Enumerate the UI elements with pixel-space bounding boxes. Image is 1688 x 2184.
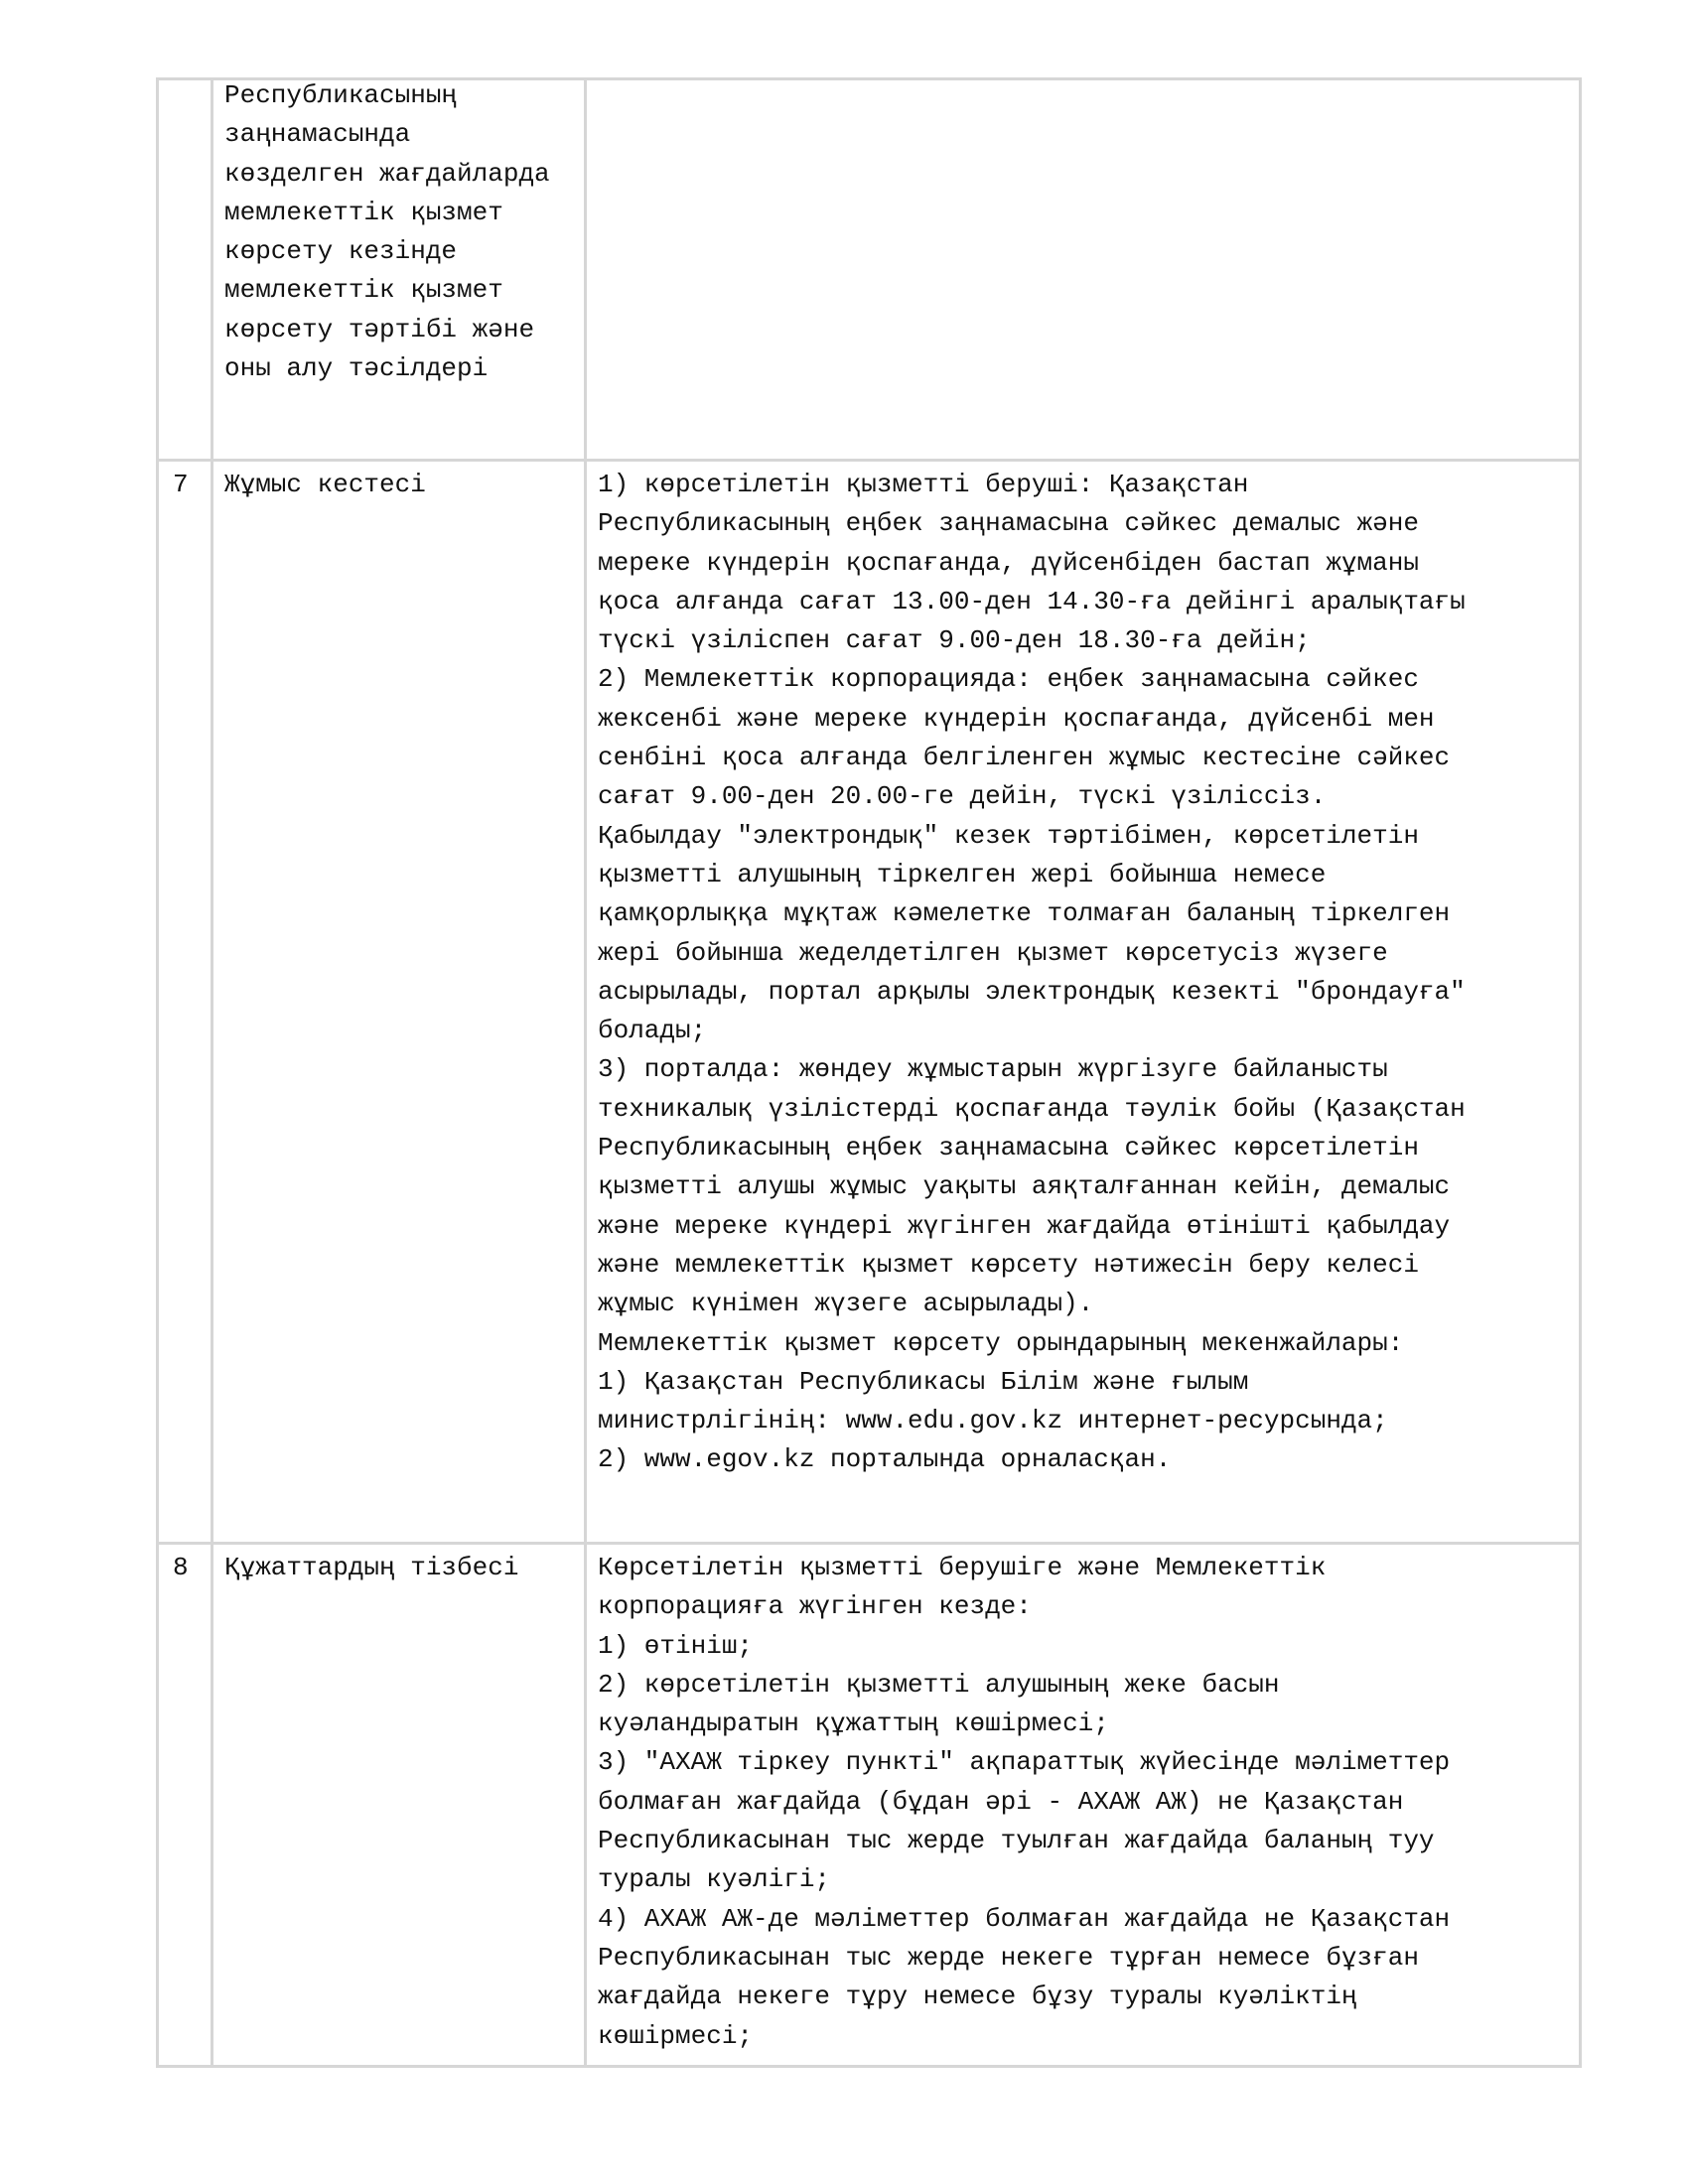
- text-line: сағат 9.00-ден 20.00-ге дейін, түскі үзіліссіз.: [598, 781, 1327, 812]
- text-line: 1) өтініш;: [598, 1630, 754, 1661]
- text-line: Республикасының еңбек заңнамасына сәйкес көрсетілетін: [598, 1133, 1419, 1163]
- text-line: мемлекеттік қызмет: [224, 275, 503, 306]
- text-line: Республикасынан тыс жерде туылған жағдайда баланың туу: [598, 1826, 1435, 1856]
- text-line: болмаған жағдайда (бұдан әрі - АХАЖ АЖ) не Қазақстан: [598, 1786, 1404, 1817]
- text-line: болады;: [598, 1016, 707, 1046]
- text-line: көрсету кезінде: [224, 236, 458, 267]
- row-number: 7: [173, 470, 189, 499]
- text-line: туралы куәлігі;: [598, 1864, 831, 1895]
- text-line: сенбіні қоса алғанда белгіленген жұмыс кестесіне сәйкес: [598, 743, 1451, 773]
- text-line: қамқорлыққа мұқтаж кәмелетке толмаған баланың тіркелген: [598, 898, 1451, 929]
- text-line: техникалық үзілістерді қоспағанда тәулік бойы (Қазақстан: [598, 1093, 1466, 1124]
- text-line: жағдайда некеге тұру немесе бұзу туралы куәліктің: [598, 1981, 1357, 2012]
- table-row: [159, 80, 1579, 460]
- text-line: 2) Мемлекеттік корпорацияда: еңбек заңнамасына сәйкес: [598, 664, 1419, 695]
- row-content: [598, 1549, 1450, 2056]
- text-line: Республикасының: [224, 80, 458, 110]
- text-line: қызметті алушы жұмыс уақыты аяқталғаннан кейін, демалыс: [598, 1171, 1451, 1202]
- row-title: [224, 1549, 518, 1587]
- text-line: көзделген жағдайларда: [224, 158, 550, 189]
- text-line: 1) көрсетілетін қызметті беруші: Қазақстан: [598, 470, 1249, 499]
- text-line: Құжаттардың тізбесі: [224, 1553, 519, 1582]
- text-line: 2) көрсетілетін қызметті алушының жеке басын: [598, 1669, 1280, 1700]
- table-row: [159, 1542, 1579, 2068]
- text-line: мемлекеттік қызмет: [224, 197, 503, 227]
- text-line: жері бойынша жеделдетілген қызмет көрсетусіз жүзеге: [598, 937, 1388, 968]
- text-line: және мемлекеттік қызмет көрсету нәтижесін беру келесі: [598, 1249, 1419, 1280]
- text-line: жұмыс күнімен жүзеге асырылады).: [598, 1289, 1094, 1319]
- service-standard-table: [156, 77, 1582, 2068]
- row-content: [598, 466, 1466, 1480]
- text-line: 2) www.egov.kz порталында орналасқан.: [598, 1444, 1172, 1475]
- text-line: көрсету тәртібі және: [224, 314, 535, 344]
- text-line: Көрсетілетін қызметті берушіге және Мемлекеттік: [598, 1553, 1327, 1582]
- text-line: Республикасынан тыс жерде некеге тұрған немесе бұзған: [598, 1942, 1419, 1973]
- text-line: оны алу тәсілдері: [224, 353, 489, 384]
- text-line: жексенбі және мереке күндерін қоспағанда, дүйсенбі мен: [598, 703, 1435, 734]
- text-line: 1) Қазақстан Республикасы Білім және ғылым: [598, 1366, 1249, 1397]
- text-line: куәландыратын құжаттың көшірмесі;: [598, 1708, 1109, 1739]
- text-line: және мереке күндері жүгінген жағдайда өтінішті қабылдау: [598, 1210, 1451, 1241]
- text-line: Жұмыс кестесі: [224, 470, 426, 499]
- text-line: министрлігінің: www.edu.gov.kz интернет-ресурсында;: [598, 1406, 1388, 1436]
- text-line: 4) АХАЖ АЖ-де мәліметтер болмаған жағдайда не Қазақстан: [598, 1903, 1451, 1934]
- text-line: асырылады, портал арқылы электрондық кезекті "брондауға": [598, 976, 1466, 1007]
- text-line: қызметті алушының тіркелген жері бойынша немесе: [598, 859, 1327, 889]
- text-line: Мемлекеттік қызмет көрсету орындарының мекенжайлары:: [598, 1327, 1404, 1358]
- text-line: көшірмесі;: [598, 2020, 754, 2051]
- text-line: Республикасының еңбек заңнамасына сәйкес демалыс және: [598, 508, 1419, 539]
- text-line: мереке күндерін қоспағанда, дүйсенбіден бастап жұманы: [598, 547, 1419, 578]
- text-line: қоса алғанда сағат 13.00-ден 14.30-ға дейінгі аралықтағы: [598, 586, 1466, 616]
- text-line: 3) "АХАЖ тіркеу пункті" ақпараттық жүйесінде мәліметтер: [598, 1747, 1451, 1778]
- text-line: түскі үзіліспен сағат 9.00-ден 18.30-ға дейін;: [598, 625, 1311, 656]
- row-number: 8: [173, 1553, 189, 1582]
- text-line: 3) порталда: жөндеу жұмыстарын жүргізуге байланысты: [598, 1054, 1388, 1085]
- row-title: [224, 76, 550, 388]
- row-title: [224, 466, 426, 504]
- text-line: Қабылдау "электрондық" кезек тәртібімен, көрсетілетін: [598, 820, 1419, 851]
- text-line: заңнамасында: [224, 119, 411, 150]
- text-line: корпорацияға жүгінген кезде:: [598, 1591, 1032, 1622]
- table-row: [159, 459, 1579, 1545]
